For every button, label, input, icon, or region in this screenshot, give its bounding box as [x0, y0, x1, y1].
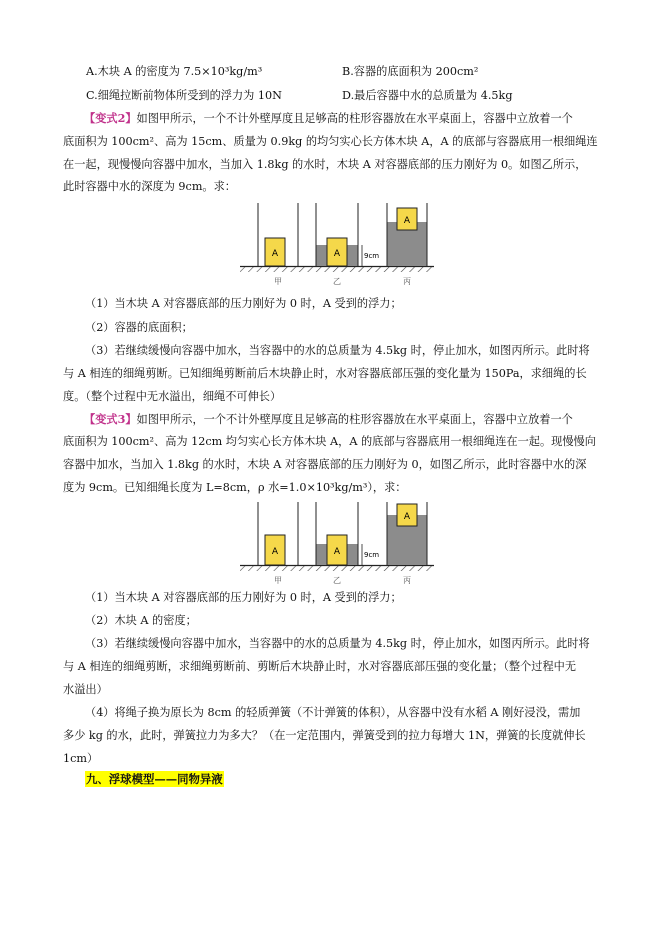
figure-1 [237, 198, 437, 292]
caption-yi: 乙 [333, 576, 341, 585]
container-yi [316, 203, 379, 266]
caption-jia: 甲 [274, 277, 282, 286]
v3-q4-line-2: 多少 kg 的水，此时，弹簧拉力为多大？（在一定范围内，弹簧受到的拉力每增大 1N，弹簧的长度就伸长 [63, 729, 586, 742]
container-jia [258, 203, 298, 266]
v2-q1: （1）当木块 A 对容器底部的压力刚好为 0 时，A 受到的浮力； [85, 297, 402, 310]
block-label: A [333, 547, 341, 557]
v3-line-4: 度为 9cm。已知细绳长度为 L=8cm，ρ 水=1.0×10³kg/m³），求： [63, 481, 407, 494]
v3-q2: （2）木块 A 的密度； [85, 614, 197, 627]
v2-line-4: 此时容器中水的深度为 9cm。求： [63, 180, 236, 193]
v3-q3-line-2: 与 A 相连的细绳剪断，求细绳剪断前、剪断后木块静止时，水对容器底部压强的变化量；（整个过程中无 [63, 660, 577, 673]
caption-jia: 甲 [274, 576, 282, 585]
depth-label: 9cm [364, 551, 380, 559]
v2-q2: （2）容器的底面积； [85, 321, 193, 334]
option-a: A.木块 A 的密度为 7.5×10³kg/m³ [86, 65, 263, 78]
v3-q3-line-1: （3）若继续缓慢向容器中加水，当容器中的水的总质量为 4.5kg 时，停止加水，如图丙所示。此时将 [85, 637, 590, 650]
v3-q3-line-3: 水溢出） [63, 683, 108, 696]
block-label: A [333, 249, 341, 259]
v3-line-1: 【变式3】如图甲所示，一个不计外壁厚度且足够高的柱形容器放在水平桌面上，容器中立放着一个 [84, 412, 573, 426]
container-yi [316, 502, 379, 565]
v2-tag: 【变式2】 [84, 111, 137, 125]
v3-tag: 【变式3】 [84, 412, 137, 426]
ground-hatch [240, 566, 434, 571]
v2-q3-line-3: 度。（整个过程中无水溢出，细绳不可伸长） [63, 390, 282, 403]
v2-line-2: 底面积为 100cm²、高为 15cm、质量为 0.9kg 的均匀实心长方体木块 A，A 的底部与容器底用一根细绳连 [63, 135, 598, 148]
v3-q1: （1）当木块 A 对容器底部的压力刚好为 0 时，A 受到的浮力； [85, 591, 402, 604]
figure-2 [237, 497, 437, 591]
container-bing [387, 502, 427, 565]
block-label: A [271, 547, 279, 557]
container-jia [258, 502, 298, 565]
caption-bing: 丙 [403, 277, 411, 286]
v3-q4-line-3: 1cm） [63, 752, 99, 765]
option-b: B.容器的底面积为 200cm² [342, 65, 479, 78]
v2-line-1: 【变式2】如图甲所示，一个不计外壁厚度且足够高的柱形容器放在水平桌面上，容器中立放着一个 [84, 111, 573, 125]
depth-label: 9cm [364, 252, 380, 260]
v3-line-3: 容器中加水，当加入 1.8kg 的水时，木块 A 对容器底部的压力刚好为 0，如图乙所示，此时容器中水的深 [63, 458, 587, 471]
option-c: C.细绳拉断前物体所受到的浮力为 10N [86, 89, 282, 102]
option-d: D.最后容器中水的总质量为 4.5kg [342, 89, 513, 102]
v2-line-3: 在一起，现慢慢向容器中加水，当加入 1.8kg 的水时，木块 A 对容器底部的压力刚好为 0。如图乙所示， [63, 158, 587, 171]
section-heading: 九、浮球模型——同物异液 [86, 772, 223, 786]
v2-q3-line-2: 与 A 相连的细绳剪断。已知细绳剪断前后木块静止时，水对容器底部压强的变化量为 150Pa，求细绳的长 [63, 367, 587, 380]
caption-yi: 乙 [333, 277, 341, 286]
container-bing [387, 203, 427, 266]
v3-q4-line-1: （4）将绳子换为原长为 8cm 的轻质弹簧（不计弹簧的体积），从容器中没有水稻 A 刚好浸没，需加 [85, 706, 581, 719]
ground-hatch [240, 267, 434, 272]
v3-line-2: 底面积为 100cm²、高为 12cm 均匀实心长方体木块 A，A 的底部与容器底用一根细绳连在一起。现慢慢向 [63, 435, 596, 448]
v2-q3-line-1: （3）若继续缓慢向容器中加水，当容器中的水的总质量为 4.5kg 时，停止加水，如图丙所示。此时将 [85, 344, 590, 357]
block-label: A [271, 249, 279, 259]
caption-bing: 丙 [403, 576, 411, 585]
block-label: A [403, 216, 411, 226]
block-label: A [403, 512, 411, 522]
